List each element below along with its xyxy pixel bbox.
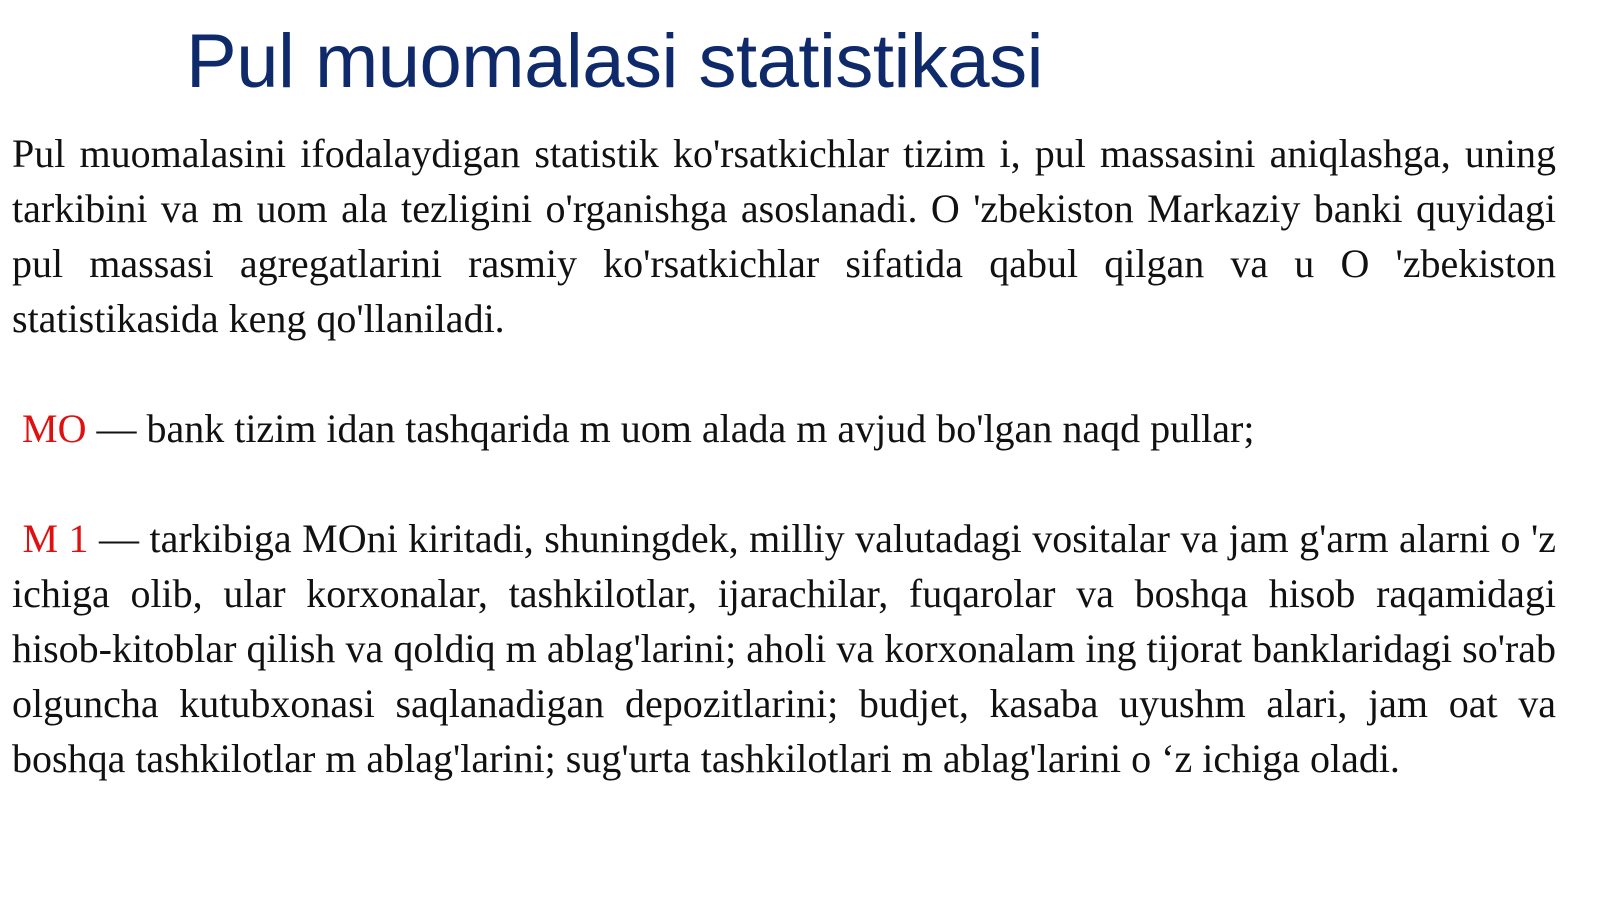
m1-term: M 1 [22,516,89,561]
m1-definition [12,511,1556,786]
m0-term: MO [22,406,87,451]
slide-body [12,126,1556,786]
m0-definition [12,401,1556,456]
m1-definition-text: — tarkibiga MOni kiritadi, shuningdek, milliy valutadagi vositalar va jam g'arm alarni o 'z ichiga olib, ular korxonalar, tashkilotlar, ijarachilar, fuqarolar va boshqa hisob raqamidagi hisob-kitoblar qilish va qoldiq m ablag'larini; aholi va korxonalam ing tijorat banklaridagi so'rab olguncha kutubxonasi saqlanadigan depozitlarini; budjet, kasaba uyushm alari, jam oat va boshqa tashkilotlar m ablag'larini; sug'urta tashkilotlari m ablag'larini o ‘z ichiga oladi. [12,516,1556,781]
m0-definition-text: — bank tizim idan tashqarida m uom alada m avjud bo'lgan naqd pullar; [86,406,1255,451]
slide-title: Pul muomalasi statistikasi [186,19,1044,104]
intro-paragraph: Pul muomalasini ifodalaydigan statistik ko'rsatkichlar tizim i, pul massasini aniqlashga, uning tarkibini va m uom ala tezligini o'rganishga asoslanadi. O 'zbekiston Markaziy banki quyidagi pul massasi agregatlarini rasmiy ko'rsatkichlar sifatida qabul qilgan va u O 'zbekiston statistikasida keng qo'llaniladi. [12,131,1556,341]
